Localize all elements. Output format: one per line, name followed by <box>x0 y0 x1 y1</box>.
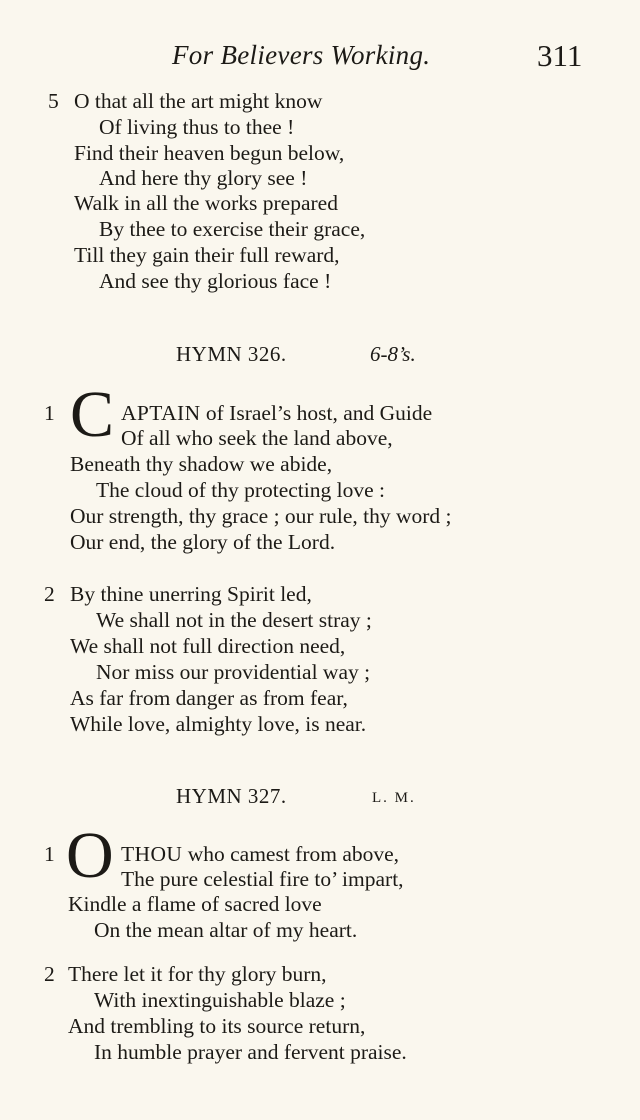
verse-line: We shall not in the desert stray ; <box>96 608 372 632</box>
verse-line: And see thy glorious face ! <box>99 269 332 293</box>
verse-line: Find their heaven begun below, <box>74 141 345 165</box>
stanza-number: 5 <box>48 89 59 113</box>
hymn-326-title: HYMN 326. <box>176 342 287 366</box>
running-title: For Believers Working. <box>172 40 431 70</box>
drop-cap: O <box>66 819 114 892</box>
verse-line: There let it for thy glory burn, <box>68 962 327 986</box>
verse-line: Of living thus to thee ! <box>99 115 295 139</box>
stanza-number: 1 <box>44 401 55 425</box>
verse-line: Of all who seek the land above, <box>121 426 393 450</box>
hymn-326-meter: 6-8’s. <box>370 342 416 366</box>
verse-line: Kindle a flame of sacred love <box>68 892 322 916</box>
first-line-rest: of Israel’s host, and Guide <box>200 401 433 425</box>
page-number: 311 <box>537 38 583 73</box>
verse-line: By thine unerring Spirit led, <box>70 582 312 606</box>
first-line-rest: who camest from above, <box>182 842 400 866</box>
verse-line: And here thy glory see ! <box>99 166 308 190</box>
stanza-number: 1 <box>44 842 55 866</box>
verse-line: We shall not full direction need, <box>70 634 346 658</box>
hymn-327-meter: L. M. <box>372 790 416 806</box>
verse-line: Walk in all the works prepared <box>74 191 338 215</box>
stanza-number: 2 <box>44 962 55 986</box>
verse-line: The pure celestial fire to’ impart, <box>121 867 404 891</box>
verse-line: By thee to exercise their grace, <box>99 217 366 241</box>
verse-line: Till they gain their full reward, <box>74 243 340 267</box>
verse-line: With inextinguishable blaze ; <box>94 988 346 1012</box>
verse-line: Our end, the glory of the Lord. <box>70 530 336 554</box>
verse-line-first <box>121 400 432 426</box>
first-word-caps: THOU <box>121 842 183 866</box>
stanza-number: 2 <box>44 582 55 606</box>
verse-line: O that all the art might know <box>74 89 323 113</box>
verse-line: And trembling to its source return, <box>68 1014 366 1038</box>
verse-line: Our strength, thy grace ; our rule, thy word ; <box>70 504 452 528</box>
hymn-327-title: HYMN 327. <box>176 784 287 808</box>
verse-line: Nor miss our providential way ; <box>96 660 371 684</box>
verse-line-first <box>121 841 399 867</box>
drop-cap: C <box>70 378 115 451</box>
verse-line: On the mean altar of my heart. <box>94 918 358 942</box>
verse-line: Beneath thy shadow we abide, <box>70 452 333 476</box>
verse-line: In humble prayer and fervent praise. <box>94 1040 407 1064</box>
page-header <box>0 38 640 78</box>
verse-line: The cloud of thy protecting love : <box>96 478 385 502</box>
verse-line: As far from danger as from fear, <box>70 686 348 710</box>
verse-line: While love, almighty love, is near. <box>70 712 367 736</box>
first-word-caps: APTAIN <box>121 401 201 425</box>
